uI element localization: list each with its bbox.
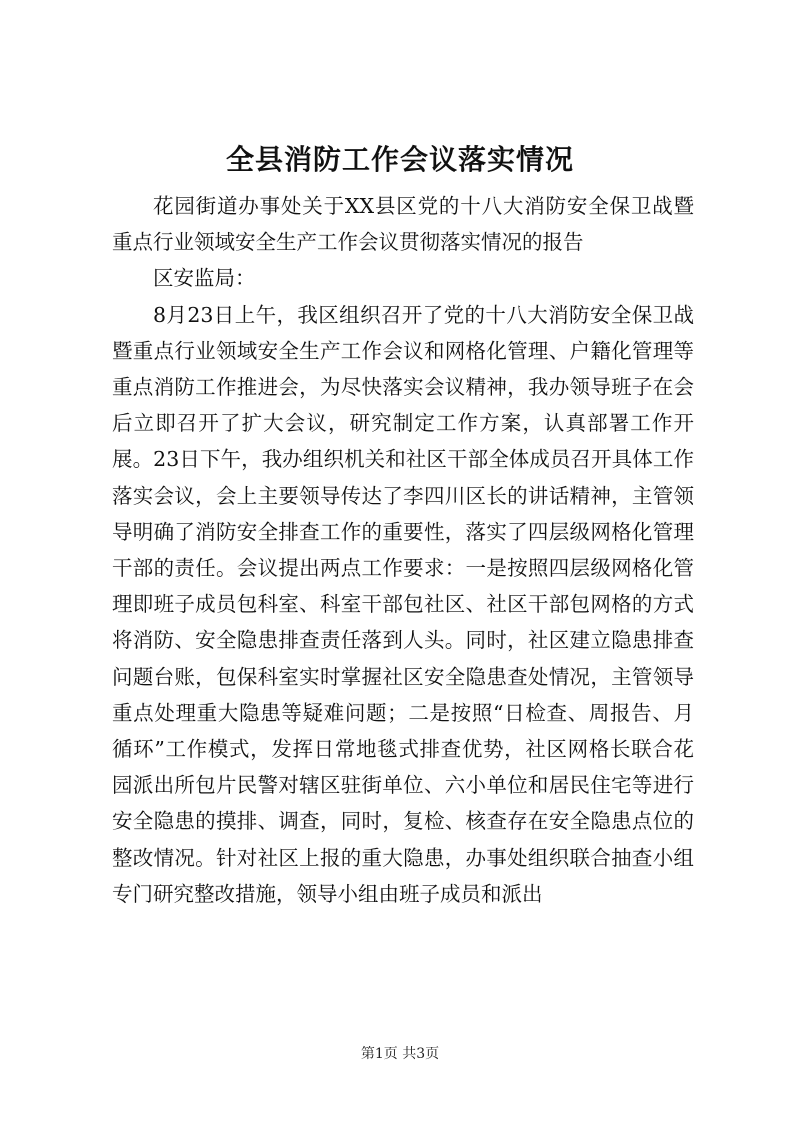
salutation: 区安监局： (153, 266, 256, 291)
document-body (112, 188, 694, 912)
report-heading: 花园街道办事处关于XX县区党的十八大消防安全保卫战暨重点行业领域安全生产工作会议贯彻落实情况的报告 (112, 194, 694, 255)
page-title: 全县消防工作会议落实情况 (225, 143, 574, 176)
page-footer: 第1页 共3页 (360, 1046, 440, 1062)
body-paragraph: 8月23日上午，我区组织召开了党的十八大消防安全保卫战暨重点行业领域安全生产工作会议和网格化管理、户籍化管理等重点消防工作推进会，为尽快落实会议精神，我办领导班子在会后立即召开了扩大会议，研究制定工作方案，认真部署工作开展。23日下午，我办组织机关和社区干部全体成员召开具体工作落实会议，会上主要领导传达了李四川区长的讲话精神，主管领导明确了消防安全排查工作的重要性，落实了四层级网格化管理干部的责任。会议提出两点工作要求：一是按照四层级网格化管理即班子成员包科室、科室干部包社区、社区干部包网格的方式将消防、安全隐患排查责任落到人头。同时，社区建立隐患排查问题台账，包保科室实时掌握社区安全隐患查处情况，主管领导重点处理重大隐患等疑难问题；二是按照“日检查、周报告、月循环”工作模式，发挥日常地毯式排查优势，社区网格长联合花园派出所包片民警对辖区驻街单位、六小单位和居民住宅等进行安全隐患的摸排、调查，同时，复检、核查存在安全隐患点位的整改情况。针对社区上报的重大隐患，办事处组织联合抽查小组专门研究整改措施，领导小组由班子成员和派出 (112, 302, 694, 906)
